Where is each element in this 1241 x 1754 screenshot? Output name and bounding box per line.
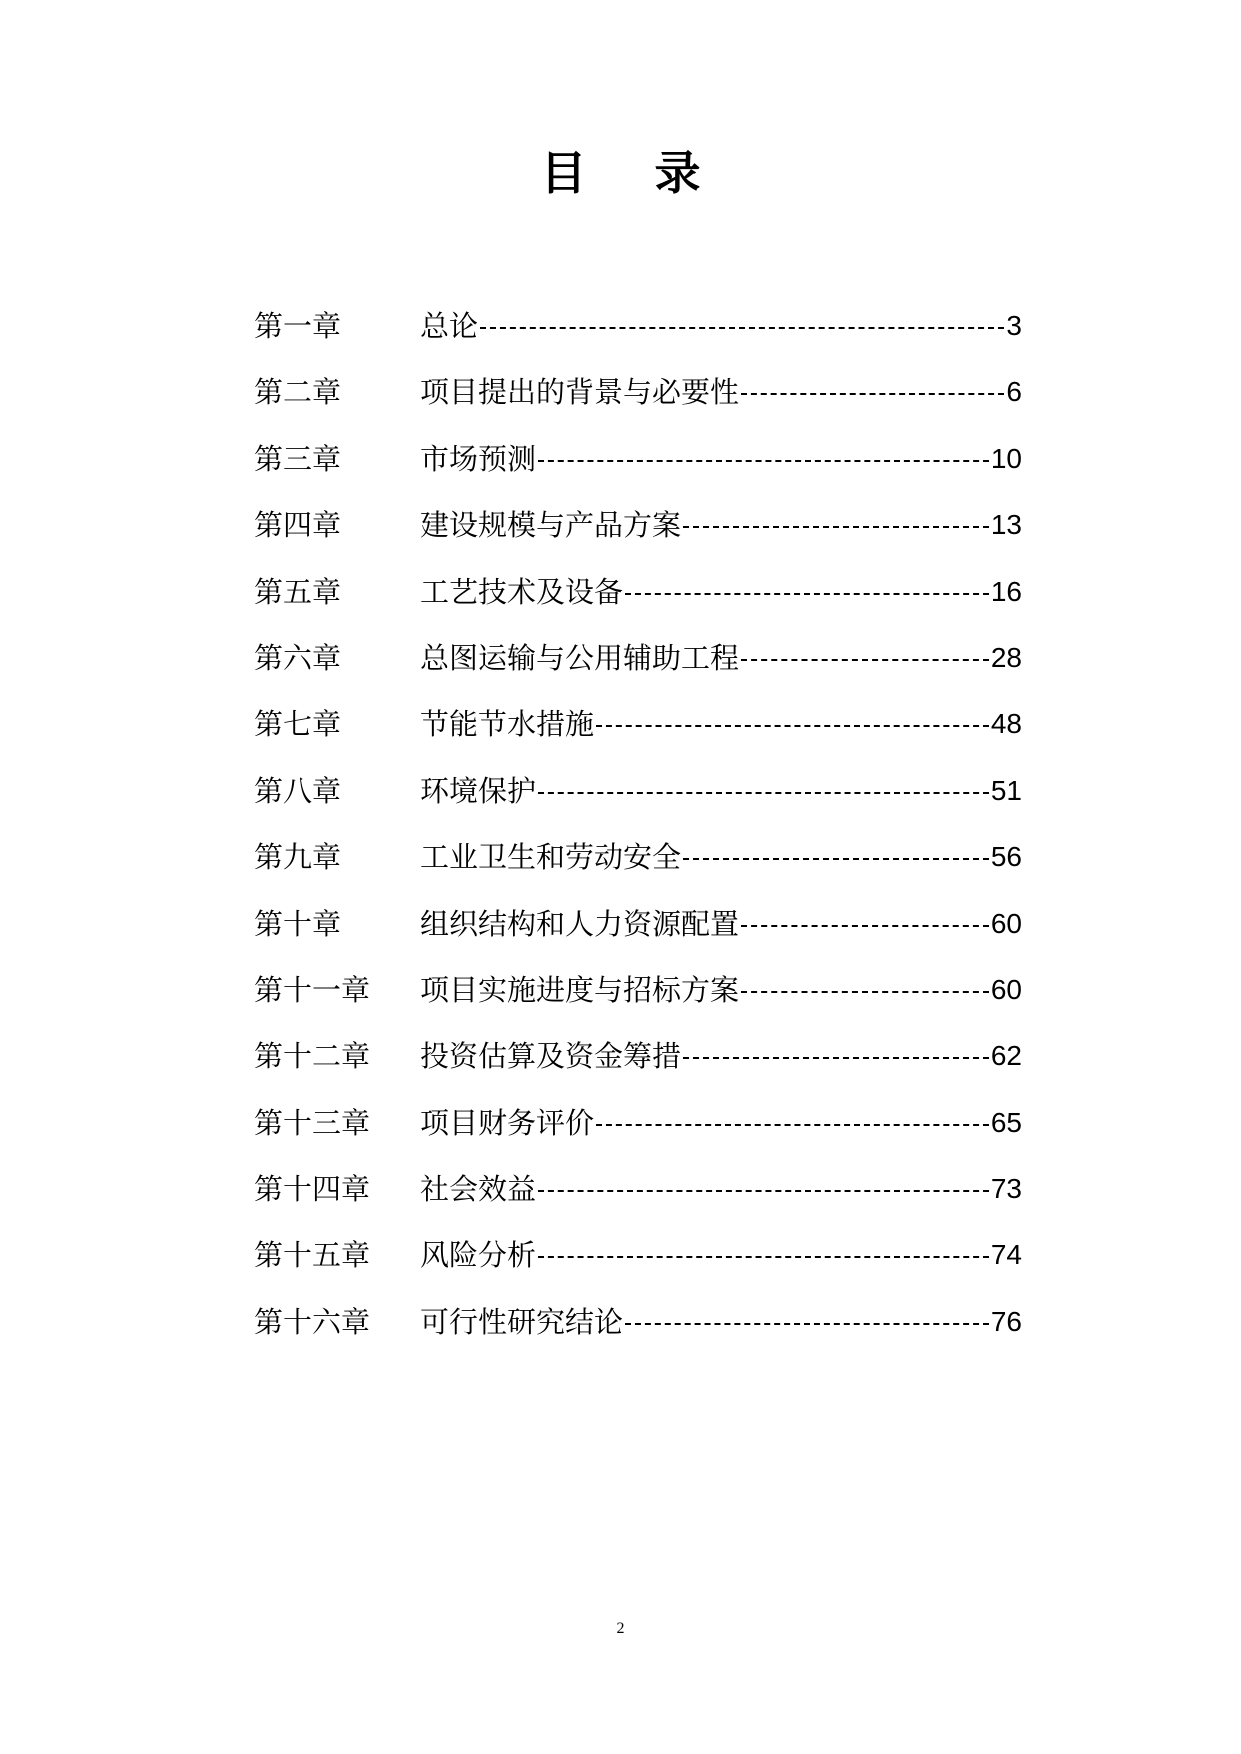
toc-entry[interactable] [254,572,1022,638]
toc-dot-leader [683,1057,989,1059]
toc-dot-leader [538,1256,989,1258]
toc-dot-leader [538,1190,989,1192]
toc-dot-leader [741,925,989,927]
toc-chapter-label: 第十二章 [254,1039,371,1074]
toc-chapter-title: 工业卫生和劳动安全 [420,840,682,875]
toc-page-number: 60 [990,973,1022,1005]
toc-chapter-label: 第六章 [254,640,342,675]
toc-page-number: 3 [1006,310,1022,341]
toc-chapter-title: 项目财务评价 [420,1105,595,1140]
toc-chapter-label: 第十章 [254,906,342,941]
toc-page-number: 73 [990,1173,1022,1205]
toc-entry[interactable] [254,837,1022,903]
toc-chapter-title: 工艺技术及设备 [420,574,624,609]
toc-entry[interactable] [254,505,1022,571]
toc-chapter-label: 第九章 [254,840,342,875]
toc-page-number: 6 [1006,376,1022,408]
toc-entry[interactable] [254,970,1022,1036]
toc-chapter-title: 总图运输与公用辅助工程 [420,640,740,675]
toc-chapter-label: 第三章 [254,441,342,476]
toc-page-number: 56 [990,841,1022,873]
toc-entry[interactable] [254,1235,1022,1301]
toc-chapter-label: 第七章 [254,707,342,742]
toc-dot-leader [596,725,989,727]
page-number: 2 [616,1620,625,1637]
toc-page-number: 74 [990,1239,1022,1271]
toc-page-number: 28 [990,641,1022,673]
toc-chapter-title: 社会效益 [420,1172,537,1207]
toc-dot-leader [625,593,989,595]
toc-chapter-title: 投资估算及资金筹措 [420,1039,682,1074]
toc-chapter-label: 第十四章 [254,1172,371,1207]
toc-dot-leader [683,526,989,528]
toc-chapter-title: 项目提出的背景与必要性 [420,375,740,410]
toc-chapter-title: 风险分析 [420,1238,537,1273]
toc-chapter-title: 可行性研究结论 [420,1304,624,1339]
toc-chapter-title: 建设规模与产品方案 [420,508,682,543]
toc-dot-leader [683,858,989,860]
toc-entry[interactable] [254,1103,1022,1169]
toc-dot-leader [538,792,989,794]
toc-chapter-title: 环境保护 [420,773,537,808]
toc-page-number: 10 [990,442,1022,474]
toc-page-number: 65 [990,1106,1022,1138]
page-title: 目录 [540,146,769,200]
toc-page-number: 62 [990,1040,1022,1072]
toc-entry[interactable] [254,439,1022,505]
toc-dot-leader [741,393,1004,395]
toc-chapter-label: 第一章 [254,309,342,343]
toc-page-number: 51 [990,774,1022,806]
toc-entry[interactable] [254,638,1022,704]
toc-entry[interactable] [254,904,1022,970]
toc-entry[interactable] [254,1169,1022,1235]
toc-page-number: 16 [990,575,1022,607]
toc-chapter-title: 市场预测 [420,441,537,476]
toc-entry[interactable] [254,1036,1022,1102]
toc-chapter-label: 第十六章 [254,1304,371,1339]
toc-chapter-label: 第四章 [254,508,342,543]
toc-entry[interactable] [254,771,1022,837]
toc-dot-leader [741,659,989,661]
toc-dot-leader [625,1323,989,1325]
toc-dot-leader [741,991,989,993]
toc-page-number: 60 [990,907,1022,939]
toc-chapter-label: 第二章 [254,375,342,410]
toc-chapter-title: 总论 [420,309,479,343]
toc-entry[interactable] [254,306,1022,372]
toc-dot-leader [480,327,1004,329]
toc-entry[interactable] [254,372,1022,438]
toc-page-number: 13 [990,509,1022,541]
toc-entry[interactable] [254,704,1022,770]
toc-chapter-label: 第五章 [254,574,342,609]
toc-entry[interactable] [254,1302,1022,1368]
toc-dot-leader [538,460,989,462]
toc-page-number: 48 [990,708,1022,740]
toc-dot-leader [596,1124,989,1126]
toc-page-number: 76 [990,1305,1022,1337]
toc-chapter-label: 第八章 [254,773,342,808]
toc-chapter-title: 组织结构和人力资源配置 [420,906,740,941]
toc-chapter-label: 第十一章 [254,972,371,1007]
toc-chapter-title: 节能节水措施 [420,707,595,742]
toc-chapter-label: 第十三章 [254,1105,371,1140]
toc-chapter-label: 第十五章 [254,1238,371,1273]
table-of-contents [254,306,1022,1368]
toc-chapter-title: 项目实施进度与招标方案 [420,972,740,1007]
